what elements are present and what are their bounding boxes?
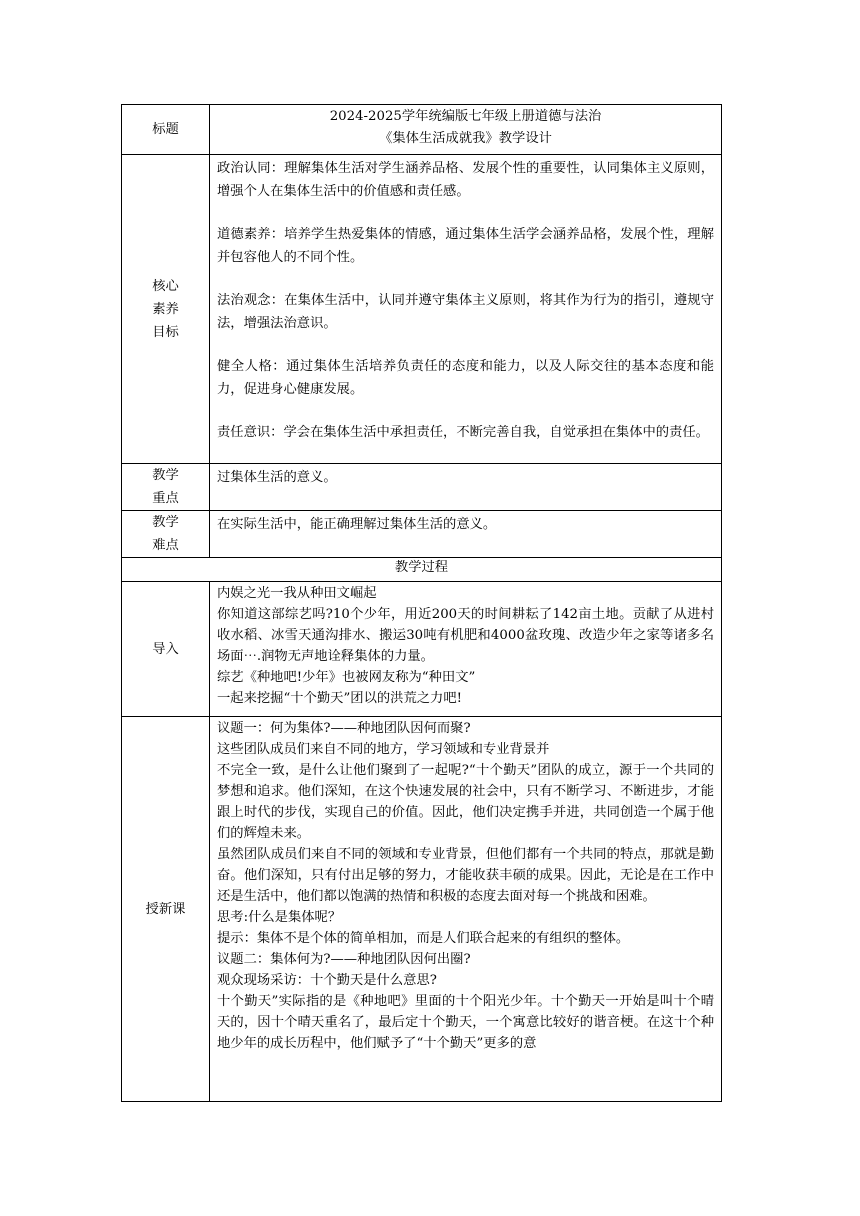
title-line-2: 《集体生活成就我》教学设计: [379, 131, 552, 146]
lesson-line: 虽然团队成员们来自不同的领域和专业背景，但他们都有一个共同的特点，那就是勤奋。他们深知，只有付出足够的努力，才能收获丰硕的成果。因此，无论是在工作中还是生活中，他们都以饱满的热情和积极的态度去面对每一个挑战和困难。: [217, 847, 714, 904]
lesson-line: 提示：集体不是个体的简单相加，而是人们联合起来的有组织的整体。: [217, 931, 630, 946]
key-point-content: 过集体生活的意义。: [210, 464, 722, 511]
difficulty-row: [122, 511, 722, 558]
new-lesson-content: [210, 717, 722, 1102]
new-lesson-row: [122, 717, 722, 1102]
process-heading: 教学过程: [122, 558, 722, 582]
new-lesson-label: 授新课: [122, 717, 210, 1102]
goal-personality: 健全人格：通过集体生活培养负责任的态度和能力，以及人际交往的基本态度和能力，促进身心健康发展。: [217, 359, 714, 397]
title-cell: [210, 105, 722, 155]
lesson-line: 思考:什么是集体呢？: [217, 910, 342, 925]
difficulty-label: 教学 难点: [122, 511, 210, 558]
intro-line: 内娱之光一我从种田文崛起: [217, 586, 377, 601]
goal-responsibility: 责任意识：学会在集体生活中承担责任，不断完善自我，自觉承担在集体中的责任。: [217, 425, 709, 440]
lesson-line: 观众现场采访：十个勤天是什么意思?: [217, 973, 437, 988]
intro-line: 一起来挖掘“十个勤天”团以的洪荒之力吧!: [217, 691, 462, 706]
lesson-line: 不完全一致，是什么让他们聚到了一起呢?“十个勤天”团队的成立，源于一个共同的梦想和追求。他们深知，在这个快速发展的社会中，只有不断学习、不断进步，才能跟上时代的步伐，实现自己的价值。因此，他们决定携手并进，共同创造一个属于他们的辉煌未来。: [217, 763, 714, 841]
intro-line: 综艺《种地吧!少年》也被网友称为“种田文”: [217, 670, 476, 685]
key-point-row: [122, 464, 722, 511]
goal-law: 法治观念：在集体生活中，认同并遵守集体主义原则，将其作为行为的指引，遵规守法，增强法治意识。: [217, 293, 714, 331]
lesson-line: 十个勤天”实际指的是《种地吧》里面的十个阳光少年。十个勤天一开始是叫十个晴天的，因十个晴天重名了，最后定十个勤天，一个寓意比较好的谐音梗。在这十个种地少年的成长历程中，他们赋予了“十个勤天”更多的意: [217, 994, 714, 1051]
title-label: 标题: [122, 105, 210, 155]
lesson-line: 这些团队成员们来自不同的地方，学习领域和专业背景并: [217, 742, 550, 757]
goal-moral: 道德素养：培养学生热爱集体的情感，通过集体生活学会涵养品格，发展个性，理解并包容他人的不同个性。: [217, 227, 714, 265]
difficulty-content: 在实际生活中，能正确理解过集体生活的意义。: [210, 511, 722, 558]
title-row: [122, 105, 722, 155]
intro-row: [122, 582, 722, 717]
intro-line: 你知道这部综艺吗?10个少年，用近200天的时间耕耘了142亩土地。贡献了从进村收水稻、冰雪天通沟排水、搬运30吨有机肥和4000盆玫瑰、改造少年之家等诸多名场面⋯.润物无声地诠释集体的力量。: [217, 607, 714, 664]
process-row: [122, 558, 722, 582]
core-goals-row: [122, 155, 722, 464]
lesson-plan-document: [121, 104, 721, 1098]
key-point-label: 教学 重点: [122, 464, 210, 511]
core-goals-content: [210, 155, 722, 464]
lesson-line: 议题二：集体何为?——种地团队因何出圈?: [217, 952, 471, 967]
intro-content: [210, 582, 722, 717]
core-goals-label: 核心 素养 目标: [122, 155, 210, 464]
lesson-plan-table: [121, 104, 722, 1102]
lesson-line: 议题一：何为集体?——种地团队因何而聚?: [217, 721, 471, 736]
goal-political: 政治认同：理解集体生活对学生涵养品格、发展个性的重要性，认同集体主义原则，增强个人在集体生活中的价值感和责任感。: [217, 161, 714, 199]
intro-label: 导入: [122, 582, 210, 717]
title-line-1: 2024-2025学年统编版七年级上册道德与法治: [329, 109, 602, 124]
